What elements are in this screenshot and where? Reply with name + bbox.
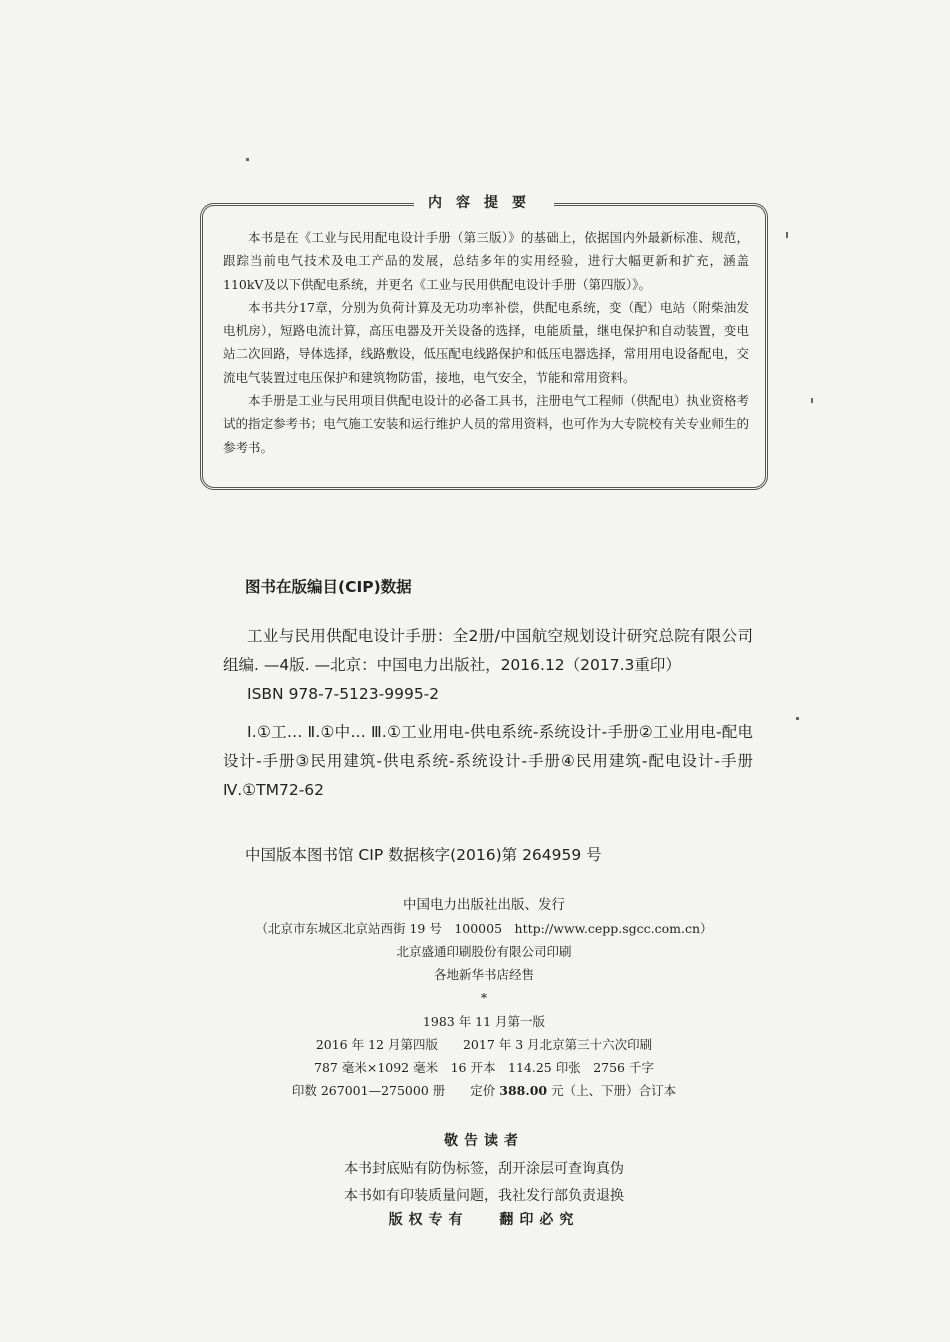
scan-speck (246, 158, 249, 161)
notice-lines (200, 1156, 768, 1210)
publish-line: 中国电力出版社出版、发行 (403, 897, 565, 913)
abstract-paragraph: 本书共分17章，分别为负荷计算及无功功率补偿，供配电系统，变（配）电站（附柴油发电机房），短路电流计算，高压电器及开关设备的选择，电能质量，继电保护和自动装置，变电站二次回路，导体选择，线路敷设，低压配电线路保护和低压电器选择，常用用电设备配电，交流电气装置过电压保护和建筑物防雷，接地，电气安全，节能和常用资料。 (223, 299, 749, 385)
scan-speck (811, 398, 813, 403)
notice-title: 敬告读者 (444, 1133, 524, 1149)
abstract-paragraph: 本手册是工业与民用项目供配电设计的必备工具书，注册电气工程师（供配电）执业资格考试的指定参考书；电气施工安装和运行维护人员的常用资料，也可作为大专院校有关专业师生的参考书。 (223, 393, 749, 455)
price-value: 388.00 (499, 1083, 548, 1098)
format-line: 787 毫米×1092 毫米 16 开本 114.25 印张 2756 千字 (314, 1060, 654, 1075)
abstract-paragraph: 本书是在《工业与民用配电设计手册（第三版）》的基础上，依据国内外最新标准、规范，跟踪当前电气技术及电工产品的发展，总结多年的实用经验，进行大幅更新和扩充，涵盖110kV及以下供配电系统，并更名《工业与民用供配电设计手册（第四版）》。 (223, 230, 749, 292)
printer-line: 北京盛通印刷股份有限公司印刷 (396, 944, 572, 959)
separator: * (480, 990, 488, 1005)
notice-line-anticounterfeit: 本书封底贴有防伪标签，刮开涂层可查询真伪 (344, 1161, 624, 1177)
edition-block (200, 1010, 768, 1102)
cip-entry: 工业与民用供配电设计手册：全2册/中国航空规划设计研究总院有限公司组编. —4版. —北京：中国电力出版社，2016.12（2017.3重印） (223, 627, 753, 674)
cip-classification: Ⅰ.①工… Ⅱ.①中… Ⅲ.①工业用电-供电系统-系统设计-手册②工业用电-配电设计-手册③民用建筑-供电系统-系统设计-手册④民用建筑-配电设计-手册 Ⅳ.①TM72-62 (223, 723, 753, 799)
address-line: （北京市东城区北京站西街 19 号 100005 http://www.cepp.sgcc.com.cn） (255, 921, 713, 936)
notice-rights: 版权专有 翻印必究 (388, 1212, 580, 1228)
cip-isbn: ISBN 978-7-5123-9995-2 (247, 685, 440, 703)
publisher-block (200, 894, 768, 1009)
price-label: 定价 (470, 1083, 496, 1098)
distributor-line: 各地新华书店经售 (433, 967, 534, 982)
cip-body (223, 622, 753, 805)
print-run: 印数 267001—275000 册 (291, 1083, 446, 1098)
scan-speck (786, 232, 788, 238)
price-line (200, 1079, 768, 1102)
abstract-title: 内容提要 (203, 192, 765, 212)
cip-record: 中国版本图书馆 CIP 数据核字(2016)第 264959 号 (245, 846, 602, 864)
first-edition: 1983 年 11 月第一版 (422, 1014, 546, 1029)
abstract-body (223, 226, 749, 459)
notice-line-returns: 本书如有印装质量问题，我社发行部负责退换 (344, 1188, 624, 1204)
scan-speck (796, 717, 799, 720)
price-suffix: 元（上、下册）合订本 (551, 1083, 677, 1098)
cip-heading: 图书在版编目(CIP)数据 (245, 578, 412, 596)
edition-line: 2016 年 12 月第四版 2017 年 3 月北京第三十六次印刷 (315, 1037, 653, 1052)
abstract-box (200, 195, 768, 490)
